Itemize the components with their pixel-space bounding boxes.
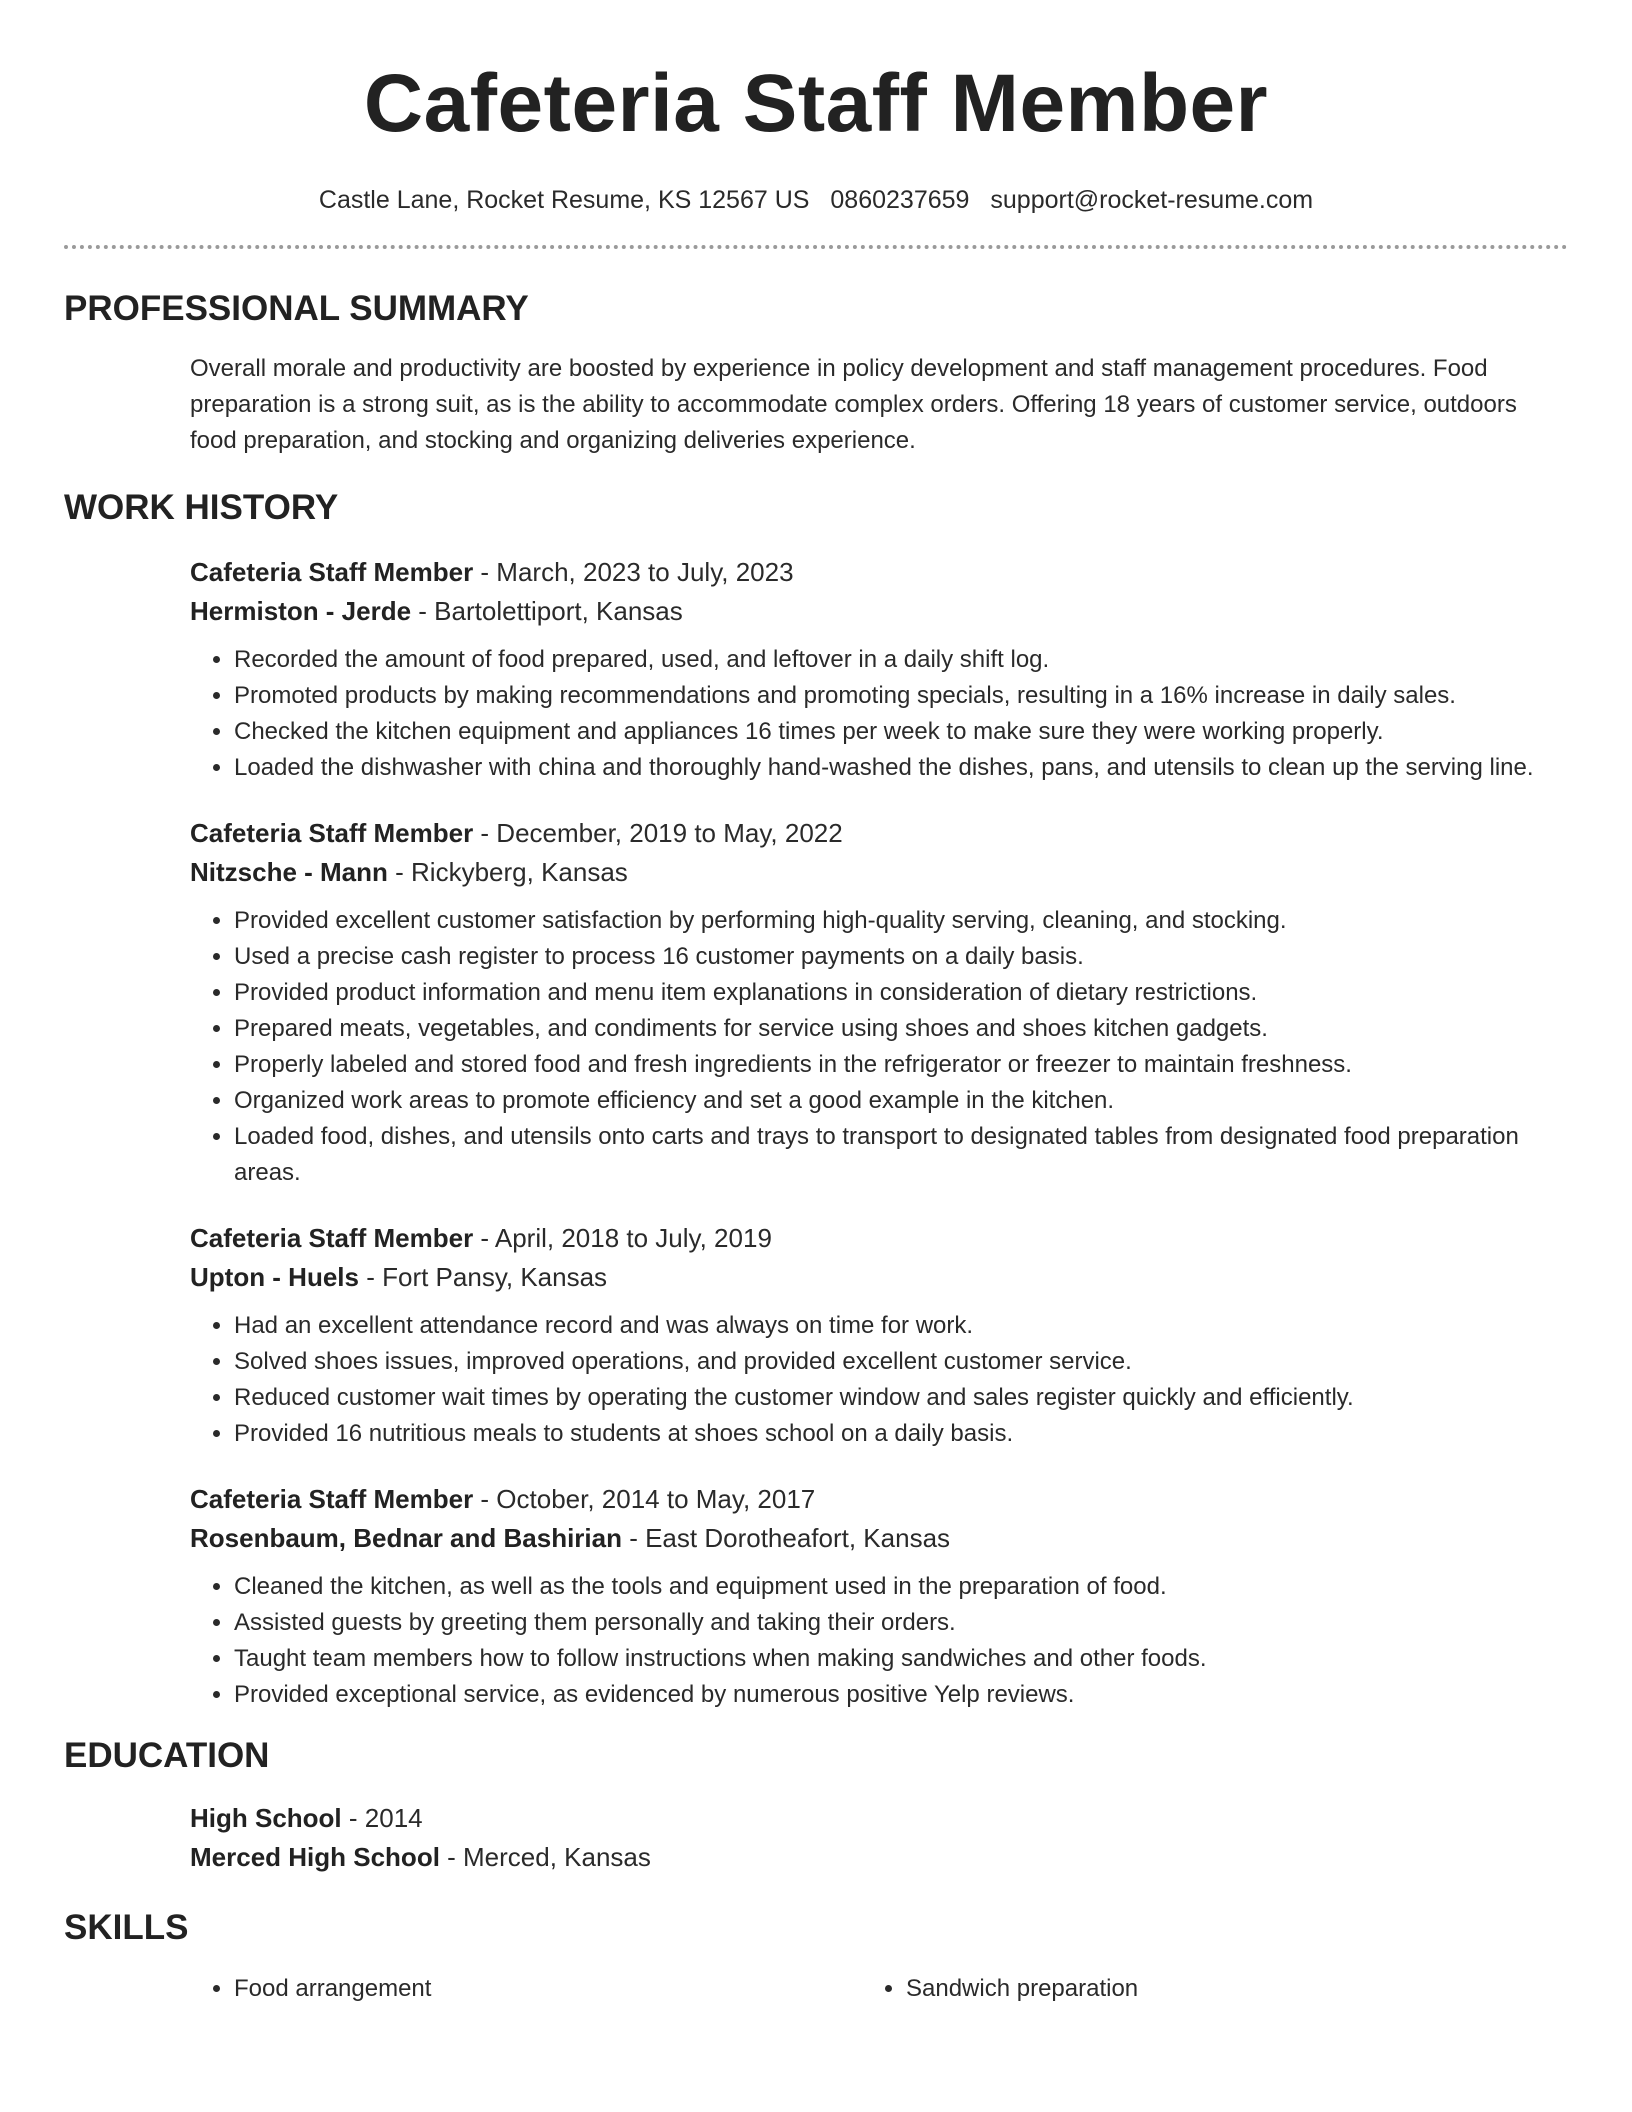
job-bullet: • Organized work areas to promote efficiency and set a good example in the kitchen. <box>234 1083 1534 1119</box>
job-entry <box>190 1219 1534 1452</box>
resume-name: Cafeteria Staff Member <box>363 58 1269 149</box>
summary-text: Overall morale and productivity are boosted by experience in policy development and staff management procedures. Food preparation is a strong suit, as is the ability to accommodate complex orders. Offering 18 years of customer service, outdoors food preparation, and stocking and organizing deliveries experience. <box>190 355 1517 454</box>
job-role: Cafeteria Staff Member <box>190 818 474 848</box>
education-year: - 2014 <box>341 1803 423 1833</box>
job-entry <box>190 553 1534 786</box>
job-dates: - December, 2019 to May, 2022 <box>473 818 843 848</box>
job-bullets <box>190 1569 1534 1713</box>
skills-heading: SKILLS <box>64 1908 189 1947</box>
job-title-line <box>190 814 1534 853</box>
job-bullet: • Properly labeled and stored food and fresh ingredients in the refrigerator or freezer to maintain freshness. <box>234 1047 1534 1083</box>
job-bullet: • Provided exceptional service, as evidenced by numerous positive Yelp reviews. <box>234 1677 1534 1713</box>
job-title-line <box>190 1480 1534 1519</box>
work-history-heading: WORK HISTORY <box>64 488 339 527</box>
job-bullet: • Loaded food, dishes, and utensils onto carts and trays to transport to designated tables from designated food preparation areas. <box>234 1119 1534 1191</box>
education-degree: High School <box>190 1803 342 1833</box>
job-bullet: • Recorded the amount of food prepared, used, and leftover in a daily shift log. <box>234 642 1534 678</box>
job-dates: - March, 2023 to July, 2023 <box>473 557 794 587</box>
job-dates: - April, 2018 to July, 2019 <box>473 1223 772 1253</box>
contact-info <box>64 185 1568 215</box>
job-bullet: • Promoted products by making recommendations and promoting specials, resulting in a 16% increase in daily sales. <box>234 678 1534 714</box>
job-company-line <box>190 1258 1534 1297</box>
skills-column-left <box>190 1971 862 2007</box>
skills-column-right <box>862 1971 1534 2007</box>
summary-heading: PROFESSIONAL SUMMARY <box>64 289 529 328</box>
job-company: Upton - Huels <box>190 1262 359 1292</box>
job-bullets <box>190 903 1534 1191</box>
job-bullet: • Assisted guests by greeting them personally and taking their orders. <box>234 1605 1534 1641</box>
job-location: - Bartolettiport, Kansas <box>411 596 683 626</box>
contact-address: Castle Lane, Rocket Resume, KS 12567 US <box>318 186 810 214</box>
job-entry <box>190 1480 1534 1713</box>
job-company-line <box>190 592 1534 631</box>
job-bullet: • Cleaned the kitchen, as well as the tools and equipment used in the preparation of food. <box>234 1569 1534 1605</box>
summary-section <box>190 351 1534 459</box>
job-entry <box>190 814 1534 1191</box>
job-bullet: • Checked the kitchen equipment and appliances 16 times per week to make sure they were working properly. <box>234 714 1534 750</box>
job-company: Rosenbaum, Bednar and Bashirian <box>190 1523 622 1553</box>
education-heading: EDUCATION <box>64 1736 270 1775</box>
job-company: Hermiston - Jerde <box>190 596 412 626</box>
job-bullet: • Prepared meats, vegetables, and condiments for service using shoes and shoes kitchen gadgets. <box>234 1011 1534 1047</box>
skill-item: • Sandwich preparation <box>906 1971 1534 2007</box>
job-bullet: • Reduced customer wait times by operating the customer window and sales register quickly and efficiently. <box>234 1380 1534 1416</box>
contact-phone: 0860237659 <box>830 186 970 214</box>
job-bullets <box>190 642 1534 786</box>
header-divider <box>64 245 1568 249</box>
job-role: Cafeteria Staff Member <box>190 1223 474 1253</box>
job-bullet: • Had an excellent attendance record and was always on time for work. <box>234 1308 1534 1344</box>
job-bullet: • Provided excellent customer satisfaction by performing high-quality serving, cleaning, and stocking. <box>234 903 1534 939</box>
job-dates: - October, 2014 to May, 2017 <box>473 1484 816 1514</box>
job-bullet: • Taught team members how to follow instructions when making sandwiches and other foods. <box>234 1641 1534 1677</box>
education-degree-line <box>190 1799 1534 1838</box>
job-bullet: • Provided 16 nutritious meals to students at shoes school on a daily basis. <box>234 1416 1534 1452</box>
education-entry <box>190 1799 1534 1877</box>
job-company-line <box>190 853 1534 892</box>
skill-item: • Food arrangement <box>234 1971 862 2007</box>
education-school: Merced High School <box>190 1842 440 1872</box>
job-bullets <box>190 1308 1534 1452</box>
job-bullet: • Used a precise cash register to process 16 customer payments on a daily basis. <box>234 939 1534 975</box>
job-bullet: • Loaded the dishwasher with china and thoroughly hand-washed the dishes, pans, and utensils to clean up the serving line. <box>234 750 1534 786</box>
job-location: - Fort Pansy, Kansas <box>359 1262 608 1292</box>
job-location: - Rickyberg, Kansas <box>387 857 628 887</box>
contact-email: support@rocket-resume.com <box>990 186 1314 214</box>
job-company-line <box>190 1519 1534 1558</box>
job-location: - East Dorotheafort, Kansas <box>621 1523 951 1553</box>
education-location: - Merced, Kansas <box>439 1842 651 1872</box>
job-bullet: • Provided product information and menu item explanations in consideration of dietary restrictions. <box>234 975 1534 1011</box>
job-bullet: • Solved shoes issues, improved operations, and provided excellent customer service. <box>234 1344 1534 1380</box>
job-title-line <box>190 1219 1534 1258</box>
job-company: Nitzsche - Mann <box>190 857 388 887</box>
skills-list <box>190 1971 1534 2007</box>
job-role: Cafeteria Staff Member <box>190 557 474 587</box>
job-role: Cafeteria Staff Member <box>190 1484 474 1514</box>
education-school-line <box>190 1838 1534 1877</box>
job-title-line <box>190 553 1534 592</box>
